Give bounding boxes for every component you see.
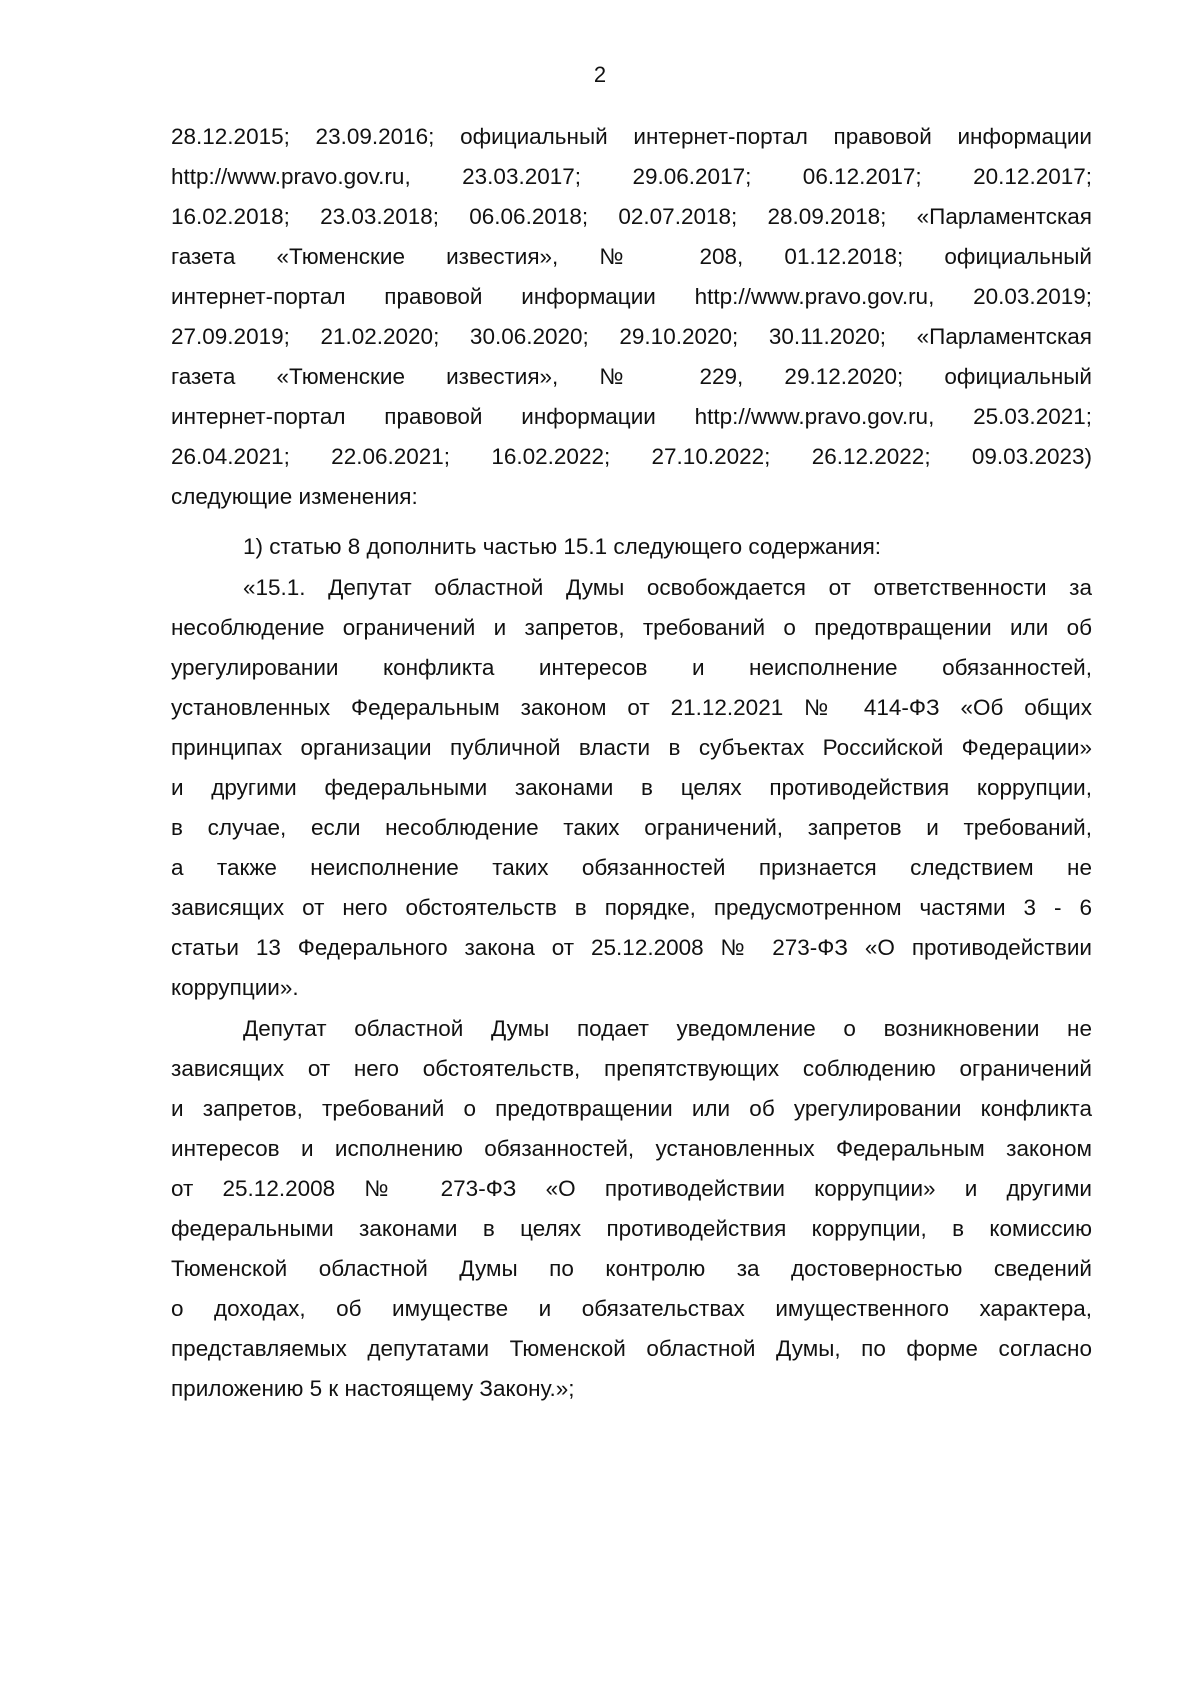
- text-line: 27.09.2019; 21.02.2020; 30.06.2020; 29.10.2020; 30.11.2020; «Парламентская: [171, 324, 1092, 349]
- text-line: 1) статью 8 дополнить частью 15.1 следующего содержания:: [243, 534, 881, 559]
- text-line: http://www.pravo.gov.ru, 23.03.2017; 29.06.2017; 06.12.2017; 20.12.2017;: [171, 164, 1092, 189]
- text-line: зависящих от него обстоятельств, препятствующих соблюдению ограничений: [171, 1056, 1092, 1081]
- text-line: от 25.12.2008 № 273-ФЗ «О противодействии коррупции» и другими: [171, 1176, 1092, 1201]
- intro-paragraph: [171, 117, 1092, 517]
- text-line: принципах организации публичной власти в субъектах Российской Федерации»: [171, 735, 1092, 760]
- text-line: Депутат областной Думы подает уведомление о возникновении не: [243, 1016, 1092, 1041]
- text-line: интересов и исполнению обязанностей, установленных Федеральным законом: [171, 1136, 1092, 1161]
- text-line: представляемых депутатами Тюменской областной Думы, по форме согласно: [171, 1336, 1092, 1361]
- text-line: 16.02.2018; 23.03.2018; 06.06.2018; 02.07.2018; 28.09.2018; «Парламентская: [171, 204, 1092, 229]
- text-line: и запретов, требований о предотвращении или об урегулировании конфликта: [171, 1096, 1092, 1121]
- text-line: 26.04.2021; 22.06.2021; 16.02.2022; 27.10.2022; 26.12.2022; 09.03.2023): [171, 444, 1092, 469]
- quoted-part-15-1: [171, 568, 1092, 1008]
- deputy-notification-paragraph: [171, 1009, 1092, 1409]
- text-line: следующие изменения:: [171, 484, 418, 509]
- text-line: интернет-портал правовой информации http://www.pravo.gov.ru, 25.03.2021;: [171, 404, 1092, 429]
- text-line: о доходах, об имуществе и обязательствах имущественного характера,: [171, 1296, 1092, 1321]
- text-line: 28.12.2015; 23.09.2016; официальный интернет-портал правовой информации: [171, 124, 1092, 149]
- text-line: «15.1. Депутат областной Думы освобождается от ответственности за: [243, 575, 1092, 600]
- item-1-paragraph: [171, 527, 1092, 567]
- text-line: статьи 13 Федерального закона от 25.12.2008 № 273-ФЗ «О противодействии: [171, 935, 1092, 960]
- text-line: федеральными законами в целях противодействия коррупции, в комиссию: [171, 1216, 1092, 1241]
- text-line: Тюменской областной Думы по контролю за достоверностью сведений: [171, 1256, 1092, 1281]
- text-line: коррупции».: [171, 975, 299, 1000]
- page-number: 2: [593, 62, 607, 87]
- text-line: в случае, если несоблюдение таких ограничений, запретов и требований,: [171, 815, 1092, 840]
- text-line: газета «Тюменские известия», № 208, 01.12.2018; официальный: [171, 244, 1092, 269]
- text-line: зависящих от него обстоятельств в порядке, предусмотренном частями 3 - 6: [171, 895, 1092, 920]
- text-line: приложению 5 к настоящему Закону.»;: [171, 1376, 575, 1401]
- text-line: а также неисполнение таких обязанностей признается следствием не: [171, 855, 1092, 880]
- text-line: несоблюдение ограничений и запретов, требований о предотвращении или об: [171, 615, 1092, 640]
- text-line: газета «Тюменские известия», № 229, 29.12.2020; официальный: [171, 364, 1092, 389]
- text-line: и другими федеральными законами в целях противодействия коррупции,: [171, 775, 1092, 800]
- text-line: установленных Федеральным законом от 21.12.2021 № 414-ФЗ «Об общих: [171, 695, 1092, 720]
- text-line: интернет-портал правовой информации http://www.pravo.gov.ru, 20.03.2019;: [171, 284, 1092, 309]
- text-line: урегулировании конфликта интересов и неисполнение обязанностей,: [171, 655, 1092, 680]
